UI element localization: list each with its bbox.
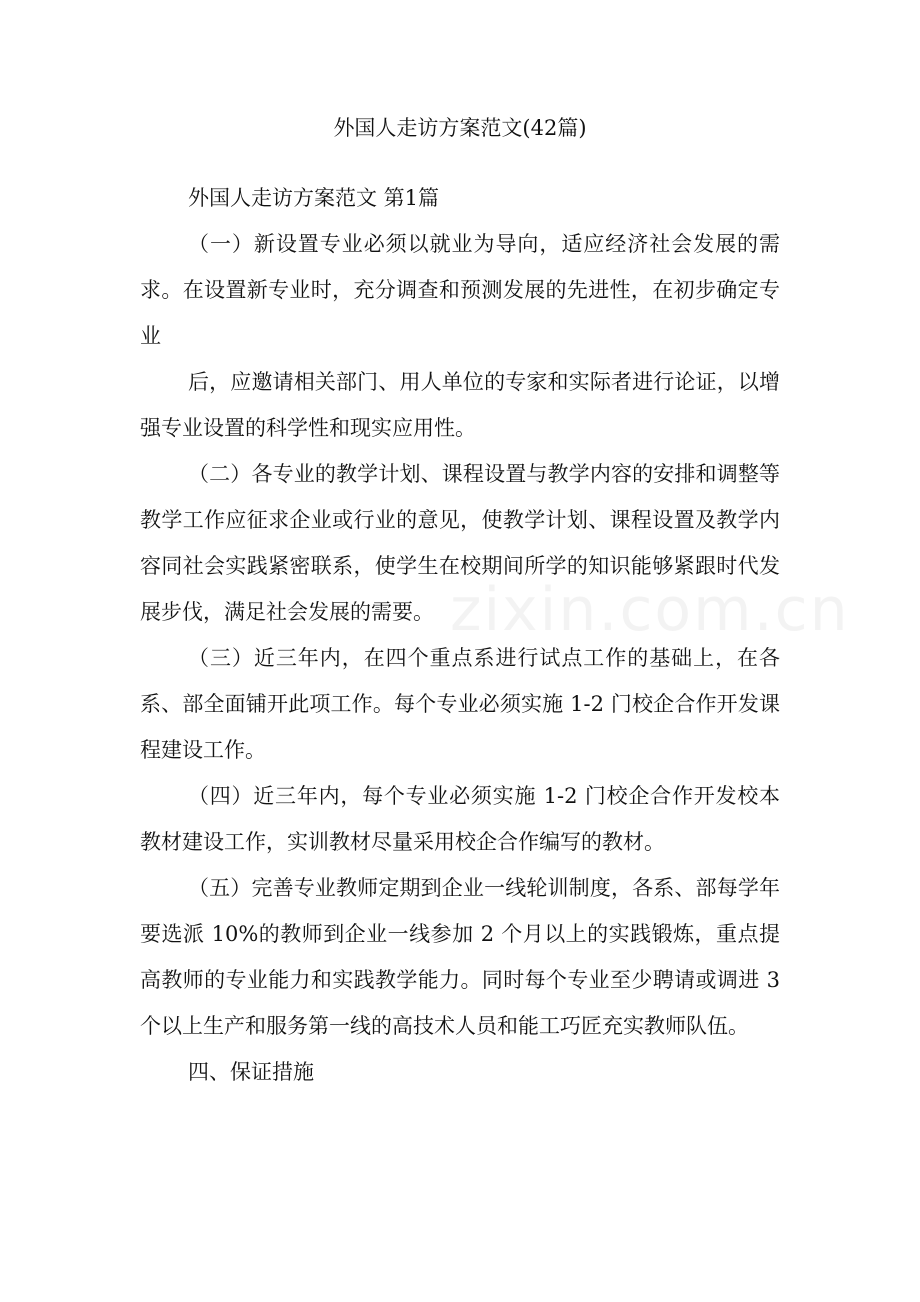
document-title: 外国人走访方案范文(42篇) <box>333 116 587 140</box>
paragraph: （四）近三年内，每个专业必须实施 1-2 门校企合作开发校本教材建设工作，实训教材尽量采用校企合作编写的教材。 <box>140 784 780 854</box>
paragraph: （一）新设置专业必须以就业为导向，适应经济社会发展的需求。在设置新专业时，充分调查和预测发展的先进性，在初步确定专业 <box>140 232 780 348</box>
paragraph: （二）各专业的教学计划、课程设置与教学内容的安排和调整等教学工作应征求企业或行业的意见，使教学计划、课程设置及教学内容同社会实践紧密联系，使学生在校期间所学的知识能够紧跟时代发展步伐，满足社会发展的需要。 <box>140 462 780 624</box>
watermark: zixin.com.cn <box>450 575 850 645</box>
section-heading: 四、保证措施 <box>188 1060 314 1084</box>
paragraph: （五）完善专业教师定期到企业一线轮训制度，各系、部每学年要选派 10%的教师到企业一线参加 2 个月以上的实践锻炼，重点提高教师的专业能力和实践教学能力。同时每个专业至少聘请或调进 3 个以上生产和服务第一线的高技术人员和能工巧匠充实教师队伍。 <box>140 876 780 1038</box>
document-body <box>140 175 780 1095</box>
paragraph: （三）近三年内，在四个重点系进行试点工作的基础上，在各系、部全面铺开此项工作。每个专业必须实施 1-2 门校企合作开发课程建设工作。 <box>140 646 780 762</box>
section-heading: 外国人走访方案范文 第1篇 <box>188 186 440 210</box>
paragraph: 后，应邀请相关部门、用人单位的专家和实际者进行论证，以增强专业设置的科学性和现实应用性。 <box>140 370 780 440</box>
